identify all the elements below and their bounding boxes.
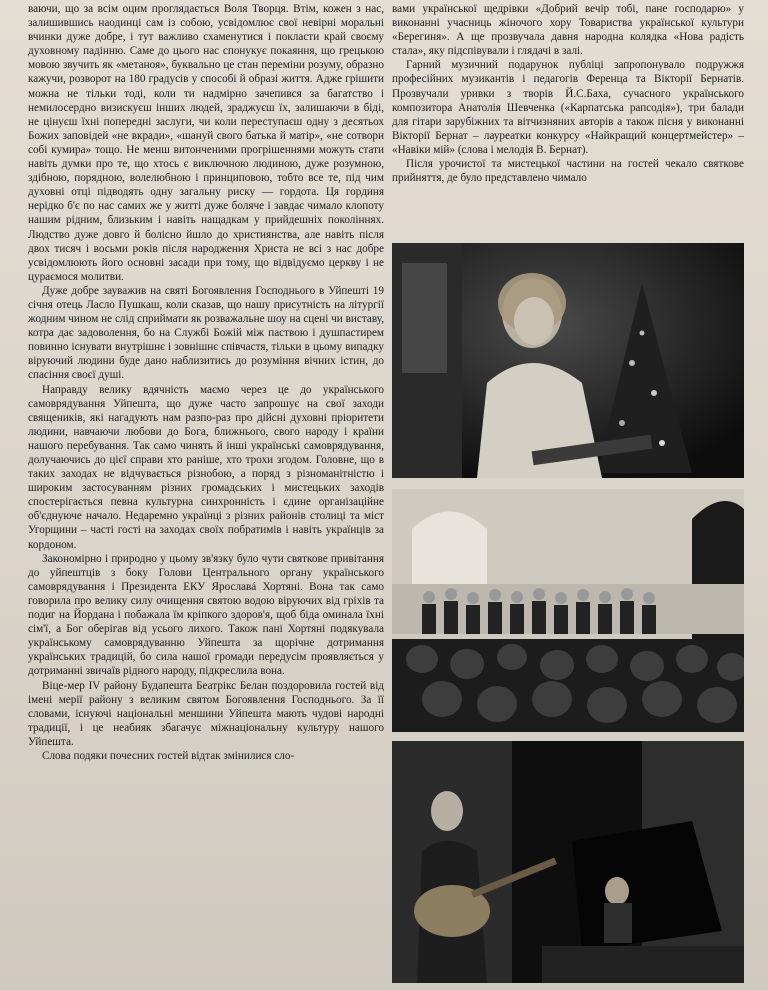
- paragraph: Слова подяки почесних гостей відтак змінилися сло-: [42, 749, 295, 762]
- speaker-photo: [392, 243, 744, 478]
- paragraph: Гарний музичний подарунок публіці запропонувало подружжя професійних музикантів і педагогів Ференца та Вікторії Бернатів. Прозвучали уривки з творів Й.С.Баха, сучасного українського композитора Анатолія Шевченка («Карпатська рапсодія»), три балади для гітари зарубіжних та вітчизняних авторів а також пісня у виконанні Вікторії Бернат – лауреатки конкурсу «Найкращий концертмейстер» – «Навіки мій» (слова і мелодія В. Бернат).: [392, 59, 744, 156]
- paragraph: вами української щедрівки «Добрий вечір тобі, пане господарю» у виконанні учасниць жіночого хору Товариства української культури «Берегиня». А ще прозвучала давня народна колядка «Нова радість стала», яку підспівували і глядачі в залі.: [392, 3, 744, 58]
- paragraph: Дуже добре зауважив на святі Богоявлення Господнього в Уйпешті 19 січня отець Ласло Пушкаш, коли сказав, що нашу присутність на літургії жодним чином не слід сприймати як розважальне шоу на сцені чи виставу, котра дає задоволення, бо на Службі Божій між паствою і душпастирем повинно існувати внутрішнє і зовнішнє співчастя, тільки в цьому випадку віруючий людини буде дано наблизитись до розуміння вічних істин, до спасіння своєї душі.: [28, 284, 384, 382]
- paragraph: Направду велику вдячність маємо через це до українського самоврядування Уйпешта, що дуже часто запрошує на свої заходи священиків, які нагадують нам разпо-раз про дійсні духовні пріоритети людини, навчаючи любови до Бога, ближнього, свого народу і країни нашого перебування. Так само чинять й інші українські самоврядування, долучаючись до цієї справи хто раніше, хто трохи згодом. Головне, що в таких заходах не відчувається різнобою, а поряд з різноманітністю і широким застосуванням різних громадських і мистецьких заходів спостерігається певна культурна синхронність і єдине організаційне об'єднуюче начало. Недаремно українці з різних районів столиці та міст Угорщини – часті гості на заходах своїх побратимів і навіть українців за кордоном.: [28, 383, 384, 551]
- paragraph: ваючи, що за всім оцим проглядається Воля Творця. Втім, кожен з нас, залишившись наодинці сам із собою, усвідомлює свої невірні моральні вчинки дуже добре, і тут важливо схаменутися і покласти край своєму духовному падінню. Саме до цього нас спонукує покаяння, що грецькою мовою звучить як «метаноя», буквально це стан переміни розуму, образно кажучи, розворот на 180 градусів у способі й образі життя. Адже грішити можна не тільки тоді, коли ти надмірно зачепився за багатство і немилосердно визискуєш інших людей, зраджуєш їх, залишаючи в біді, не цінуєш їхні попередні заслуги, чи коли переступаєш одну з десятьох Божих заповідей «не вкради», «шануй свого батька й матір», «не сотвори собі кумира» тощо. Не менш витонченими прогрішеннями можуть стати навіть думки про те, що хтось є виключною людиною, дуже розумною, здібною, порядною, волелюбною і принциповою, тобто все те, під чим духовні отці підводять одну загальну риску — гордота. Ця гординя нерідко б'є по нас самих же у житті дуже боляче і завдає чимало клопоту нашим рідним, близьким і навіть нащадкам у прийдешніх поколіннях. Людство дуже довго й болісно йшло до християнства, але навіть після двох тисяч і восьми років після народження Христа не всі з нас добре усвідомлюють його основні засади при тому, що відвідуємо церкву і не цураємося молитви.: [28, 3, 384, 283]
- choir-audience-photo: [392, 489, 744, 732]
- right-text-column: [392, 2, 744, 185]
- left-text-column: [28, 2, 384, 763]
- paragraph: Закономірно і природно у цьому зв'язку було чути святкове привітання до уйпештців з боку Голови Центрального органу українського самоврядування і Президента ЕКУ Ярославá Хортяні. Вона так само говорила про велику силу очищення святою водою віруючих від гріхів та подиг на Йордана і побажала їм кріпкого здоров'я, щоб біда оминала їхні сім'ї, а Бог оберігав від усього лихого. Також пані Хортяні подякувала українському самоврядуванню Уйпешта за щорічне дотримання українських традицій, бо сила нашої громади передусім проявляється у дотриманні звичаїв рідного народу, підкреслила вона.: [28, 552, 384, 678]
- paragraph: Після урочистої та мистецької частини на гостей чекало святкове прийняття, де було представлено чимало: [392, 158, 744, 185]
- guitar-performance-photo: [392, 741, 744, 983]
- paragraph: Віце-мер IV району Будапешта Беатрікс Белан поздоровила гостей від імені мерії району з великим святом Богоявлення Господнього. За її словами, існуючі національні меншини Уйпешта мають чудові народні традиції, і це неабияк збагачує міжнаціональну культуру нашого Уйпешта.: [28, 679, 384, 748]
